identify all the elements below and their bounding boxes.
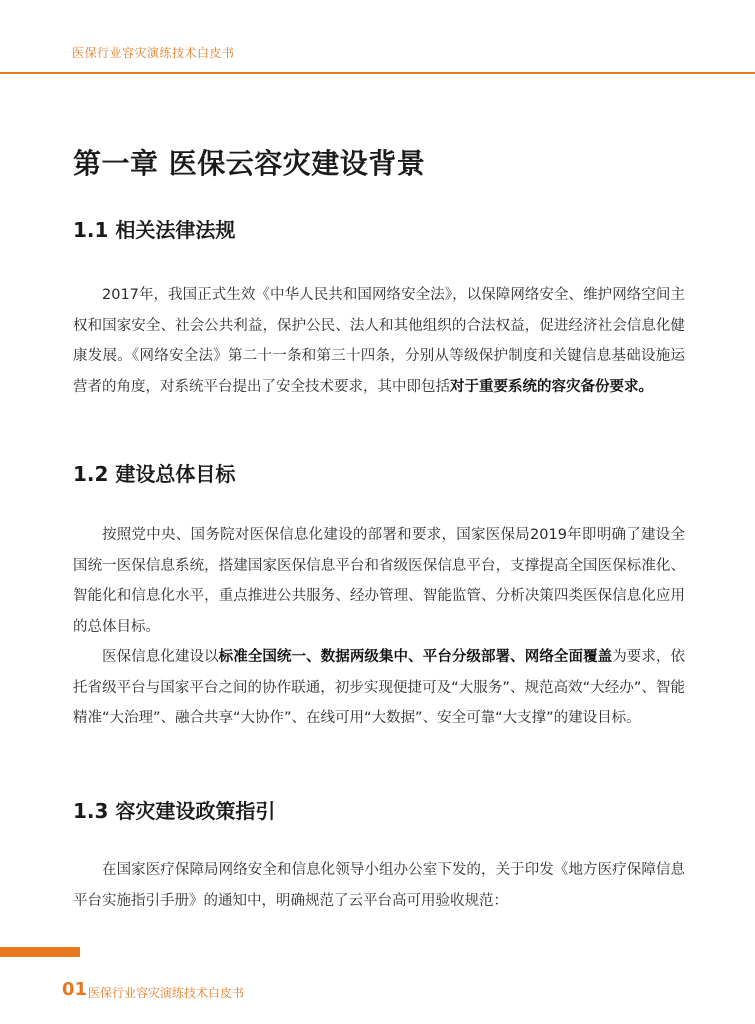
paragraph-emphasis: 对于重要系统的容灾备份要求。 (450, 378, 653, 395)
section-1-2-paragraph-1: 按照党中央、国务院对医保信息化建设的部署和要求，国家医保局2019年即明确了建设全国统一医保信息系统，搭建国家医保信息平台和省级医保信息平台，支撑提高全国医保标准化、智能化和信息化水平，重点推进公共服务、经办管理、智能监管、分析决策四类医保信息化应用的总体目标。 (73, 527, 685, 635)
section-1-3-paragraph: 在国家医疗保障局网络安全和信息化领导小组办公室下发的，关于印发《地方医疗保障信息平台实施指引手册》的通知中，明确规范了云平台高可用验收规范： (73, 862, 685, 909)
paragraph-text-after: 为要求，依托省级平台与国家平台之间的协作联通，初步实现便捷可及“大服务”、规范高效“大经办”、智能精准“大治理”、融合共享“大协作”、在线可用“大数据”、安全可靠“大支撑”的建设目标。 (73, 649, 686, 726)
section-1-2-paragraph-2 (73, 642, 685, 734)
paragraph-text: 医保信息化建设以 (102, 649, 219, 665)
section-1-1-paragraph (73, 280, 685, 402)
paragraph-emphasis: 标准全国统一、数据两级集中、平台分级部署、网络全面覆盖 (218, 649, 613, 665)
footer-accent-bar (0, 947, 80, 957)
section-heading-1-3: 1.3 容灾建设政策指引 (73, 799, 276, 823)
paragraph-text: 2017年，我国正式生效《中华人民共和国网络安全法》，以保障网络安全、维护网络空间主权和国家安全、社会公共利益，保护公民、法人和其他组织的合法权益，促进经济社会信息化健康发展。《网络安全法》第二十一条和第三十四条，分别从等级保护制度和关键信息基础设施运营者的角度，对系统平台提出了安全技术要求，其中即包括 (73, 287, 685, 395)
footer-page-number: 01 (62, 979, 88, 1000)
footer-title: 医保行业容灾演练技术白皮书 (88, 986, 245, 1000)
header-title: 医保行业容灾演练技术白皮书 (72, 46, 235, 60)
section-heading-1-1: 1.1 相关法律法规 (73, 218, 236, 242)
chapter-title: 第一章 医保云容灾建设背景 (73, 147, 426, 180)
section-heading-1-2: 1.2 建设总体目标 (73, 462, 236, 486)
header-rule (0, 72, 755, 74)
